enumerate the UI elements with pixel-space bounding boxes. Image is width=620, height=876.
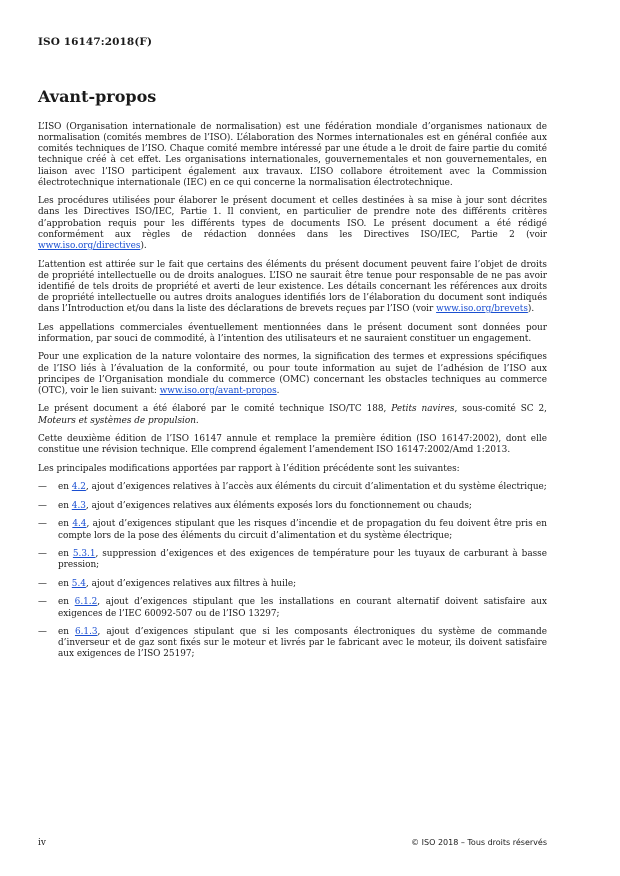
paragraph-tail: . [276, 385, 280, 396]
copyright-notice: © ISO 2018 – Tous droits réservés [411, 838, 547, 847]
list-item-body: , suppression d’exigences et des exigences de température pour les tuyaux de carburant à basse pression; [58, 549, 547, 571]
dash-marker: — [38, 578, 47, 589]
clause-link-6-1-2[interactable]: 6.1.2 [74, 597, 98, 608]
list-item-prefix: en [58, 578, 72, 589]
list-item-prefix: en [58, 549, 73, 560]
patents-link[interactable]: www.iso.org/brevets [436, 304, 528, 315]
page-title: Avant-propos [38, 87, 157, 106]
list-item-text [58, 519, 547, 541]
list-item [38, 579, 547, 590]
page-number: iv [38, 838, 46, 848]
paragraph-iso-intro: L’ISO (Organisation internationale de normalisation) est une fédération mondiale d’organismes nationaux de normalisation (comités membres de l’ISO). L’élaboration des Normes internationales est en général confiée aux comités techniques de l’ISO. Chaque comité membre intéressé par une étude a le droit de faire partie du comité technique créé à cet effet. Les organisations internationales, gouvernementales et non gouvernementales, en liaison avec l’ISO participent également aux travaux. L’ISO collabore étroitement avec la Commission électrotechnique internationale (IEC) en ce qui concerne la normalisation électrotechnique. [38, 122, 547, 188]
directives-link[interactable]: www.iso.org/directives [38, 240, 141, 251]
list-item-prefix: en [58, 627, 75, 638]
clause-link-4-3[interactable]: 4.3 [71, 500, 86, 511]
list-item [38, 519, 547, 541]
subcommittee-title: Moteurs et systèmes de propulsion [38, 415, 196, 426]
list-item-body: , ajout d’exigences stipulant que si les composants électroniques du système de commande d’inverseur et de gaz sont fixés sur le moteur et livrés par le fabricant avec le moteur, ils doivent satisfaire aux exigences de l’ISO 25197; [58, 627, 547, 660]
dash-marker: — [38, 519, 47, 530]
list-item-text [58, 579, 547, 590]
foreword-link[interactable]: www.iso.org/avant-propos [159, 385, 277, 396]
dash-marker: — [38, 597, 47, 608]
paragraph-text: Le présent document a été élaboré par le comité technique ISO/TC 188, [38, 404, 392, 415]
paragraph-edition: Cette deuxième édition de l’ISO 16147 annule et remplace la première édition (ISO 16147:2002), dont elle constitue une révision technique. Elle comprend également l’amendement ISO 16147:2002/Amd 1:2013. [38, 434, 547, 456]
list-item-text [58, 597, 547, 619]
paragraph-patents [38, 260, 547, 316]
list-item [38, 627, 547, 660]
dash-marker: — [38, 549, 47, 560]
dash-marker: — [38, 500, 47, 511]
list-item-text [58, 501, 547, 512]
paragraph-tail: . [195, 415, 199, 426]
list-item-prefix: en [58, 482, 72, 493]
document-identifier: ISO 16147:2018(F) [38, 36, 153, 48]
clause-link-6-1-3[interactable]: 6.1.3 [74, 627, 98, 638]
list-item [38, 549, 547, 571]
list-item-prefix: en [58, 597, 75, 608]
paragraph-procedures [38, 196, 547, 252]
list-item [38, 501, 547, 512]
dash-marker: — [38, 482, 47, 493]
list-item-prefix: en [58, 519, 73, 530]
paragraph-text: Les procédures utilisées pour élaborer le présent document et celles destinées à sa mise à jour sont décrites dans les Directives ISO/IEC, Partie 1. Il convient, en particulier de prendre note des différents critères d’approbation requis pour les différents types de documents ISO. Le présent document a été rédigé conformément aux règles de rédaction données dans les Directives ISO/IEC, Partie 2 (voir [38, 196, 547, 240]
paragraph-committee [38, 404, 547, 426]
list-item [38, 597, 547, 619]
paragraph-changes-intro: Les principales modifications apportées par rapport à l’édition précédente sont les suivantes: [38, 463, 460, 474]
list-item-text [58, 549, 547, 571]
paragraph-text: , sous-comité SC 2, [454, 404, 547, 415]
paragraph-trade-names: Les appellations commerciales éventuellement mentionnées dans le présent document sont données pour information, par souci de commodité, à l’intention des utilisateurs et ne sauraient constituer un engagement. [38, 322, 547, 344]
clause-link-4-2[interactable]: 4.2 [71, 482, 86, 493]
paragraph-text: Pour une explication de la nature volontaire des normes, la signification des termes et expressions spécifiques de l’ISO liés à l’évaluation de la conformité, ou pour toute information au sujet de l’adhésion de l’ISO aux principes de l’Organisation mondiale du commerce (OMC) concernant les obstacles techniques au commerce (OTC), voir le lien suivant: [38, 352, 547, 396]
list-item [38, 482, 547, 493]
clause-link-5-4[interactable]: 5.4 [71, 578, 86, 589]
list-item-prefix: en [58, 500, 72, 511]
paragraph-text: L’attention est attirée sur le fait que certains des éléments du présent document peuvent faire l’objet de droits de propriété intellectuelle ou de droits analogues. L’ISO ne saurait être tenue pour responsable de ne pas avoir identifié de tels droits de propriété et averti de leur existence. Les détails concernant les références aux droits de propriété intellectuelle ou autres droits analogues identifiés lors de l’élaboration du document sont indiqués dans l’Introduction et/ou dans la liste des déclarations de brevets reçues par l’ISO (voir [38, 259, 547, 315]
list-item-body: , ajout d’exigences relatives aux éléments exposés lors du fonctionnement ou chauds; [85, 500, 472, 511]
paragraph-tail: ). [527, 304, 535, 315]
list-item-body: , ajout d’exigences stipulant que les risques d’incendie et de propagation du feu doivent être pris en compte lors de la pose des éléments du circuit d’alimentation et du système électrique; [58, 519, 547, 541]
list-item-text [58, 482, 547, 493]
list-item-body: , ajout d’exigences relatives à l’accès aux éléments du circuit d’alimentation et du système électrique; [85, 482, 547, 493]
paragraph-tail: ). [140, 240, 147, 251]
dash-marker: — [38, 627, 47, 638]
subcommittee-name: Petits navires [391, 404, 455, 415]
list-item-body: , ajout d’exigences relatives aux filtres à huile; [85, 578, 297, 589]
paragraph-voluntary-nature [38, 352, 547, 397]
list-item-body: , ajout d’exigences stipulant que les installations en courant alternatif doivent satisfaire aux exigences de l’IEC 60092-507 ou de l’ISO 13297; [58, 597, 547, 619]
clause-link-5-3-1[interactable]: 5.3.1 [72, 549, 96, 560]
foreword-body [38, 122, 547, 668]
clause-link-4-4[interactable]: 4.4 [72, 519, 87, 530]
list-item-text [58, 627, 547, 660]
